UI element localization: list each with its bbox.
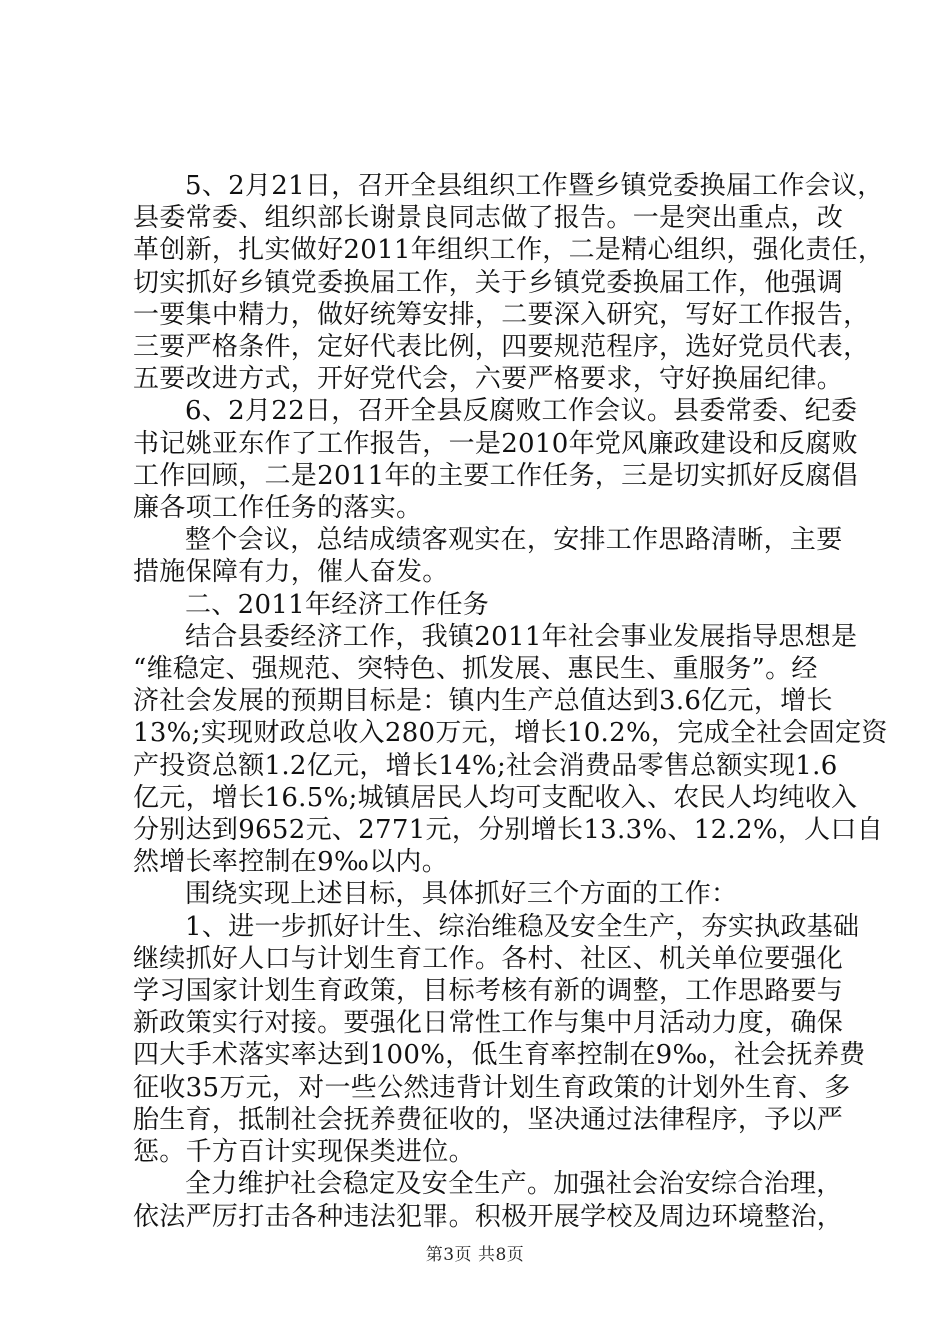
paragraph-social-stability	[133, 1168, 844, 1232]
paragraph-item-5	[133, 170, 885, 395]
text-line: 学习国家计划生育政策，目标考核有新的调整，工作思路要与	[133, 976, 844, 1007]
text-line: 胎生育，抵制社会抚养费征收的，坚决通过法律程序，予以严	[133, 1104, 844, 1135]
text-line: 全力维护社会稳定及安全生产。加强社会治安综合治理，	[185, 1169, 843, 1200]
text-line: 县委常委、组织部长谢景良同志做了报告。一是突出重点，改	[133, 203, 844, 234]
text-line: 三要严格条件，定好代表比例，四要规范程序，选好党员代表，	[133, 332, 870, 363]
text-line: 然增长率控制在9‰以内。	[133, 847, 449, 878]
section-heading	[133, 589, 835, 621]
text-line: 新政策实行对接。要强化日常性工作与集中月活动力度，确保	[133, 1008, 844, 1039]
text-line: 征收35万元，对一些公然违背计划生育政策的计划外生育、多	[133, 1072, 851, 1103]
document-body	[133, 170, 888, 1233]
text-line: 13%;实现财政总收入280万元，增长10.2%，完成全社会固定资	[133, 718, 888, 749]
text-line: 亿元，增长16.5%;城镇居民人均可支配收入、农民人均纯收入	[133, 782, 858, 813]
text-line: 产投资总额1.2亿元，增长14%;社会消费品零售总额实现1.6	[133, 750, 838, 781]
text-line: 五要改进方式，开好党代会，六要严格要求，守好换届纪律。	[133, 364, 844, 395]
text-line: 6、2月22日，召开全县反腐败工作会议。县委常委、纪委	[185, 396, 858, 427]
text-line: 二、2011年经济工作任务	[185, 589, 490, 620]
text-line: 济社会发展的预期目标是：镇内生产总值达到3.6亿元，增长	[133, 686, 833, 717]
text-line: “维稳定、强规范、突特色、抓发展、惠民生、重服务”。经	[133, 654, 818, 685]
text-line: 书记姚亚东作了工作报告，一是2010年党风廉政建设和反腐败	[133, 428, 858, 459]
text-line: 廉各项工作任务的落实。	[133, 493, 423, 524]
text-line: 5、2月21日，召开全县组织工作暨乡镇党委换届工作会议，	[185, 171, 884, 201]
text-line: 结合县委经济工作，我镇2011年社会事业发展指导思想是	[185, 621, 858, 652]
text-line: 措施保障有力，催人奋发。	[133, 557, 449, 588]
text-line: 工作回顾，二是2011年的主要工作任务，三是切实抓好反腐倡	[133, 460, 858, 491]
text-line: 整个会议，总结成绩客观实在，安排工作思路清晰，主要	[185, 525, 843, 556]
text-line: 惩。千方百计实现保类进位。	[133, 1137, 475, 1168]
text-line: 继续抓好人口与计划生育工作。各村、社区、机关单位要强化	[133, 943, 844, 974]
text-line: 一要集中精力，做好统筹安排，二要深入研究，写好工作报告，	[133, 299, 870, 330]
paragraph-item-6	[133, 395, 858, 524]
paragraph-economic-goals	[133, 621, 888, 879]
text-line: 1、进一步抓好计生、综治维稳及安全生产，夯实执政基础	[185, 911, 860, 942]
page-footer: 第3页 共8页	[425, 1245, 525, 1265]
text-line: 四大手术落实率达到100%，低生育率控制在9‰，社会抚养费	[133, 1040, 866, 1071]
paragraph-meeting-summary	[133, 524, 843, 588]
paragraph-three-aspects	[133, 878, 835, 910]
text-line: 依法严厉打击各种违法犯罪。积极开展学校及周边环境整治，	[133, 1201, 844, 1232]
paragraph-item-1	[133, 911, 866, 1169]
text-line: 分别达到9652元、2771元，分别增长13.3%、12.2%，人口自	[133, 815, 884, 846]
text-line: 切实抓好乡镇党委换届工作，关于乡镇党委换届工作，他强调	[133, 267, 844, 298]
text-line: 围绕实现上述目标，具体抓好三个方面的工作：	[185, 879, 738, 910]
text-line: 革创新，扎实做好2011年组织工作，二是精心组织，强化责任，	[133, 235, 885, 266]
